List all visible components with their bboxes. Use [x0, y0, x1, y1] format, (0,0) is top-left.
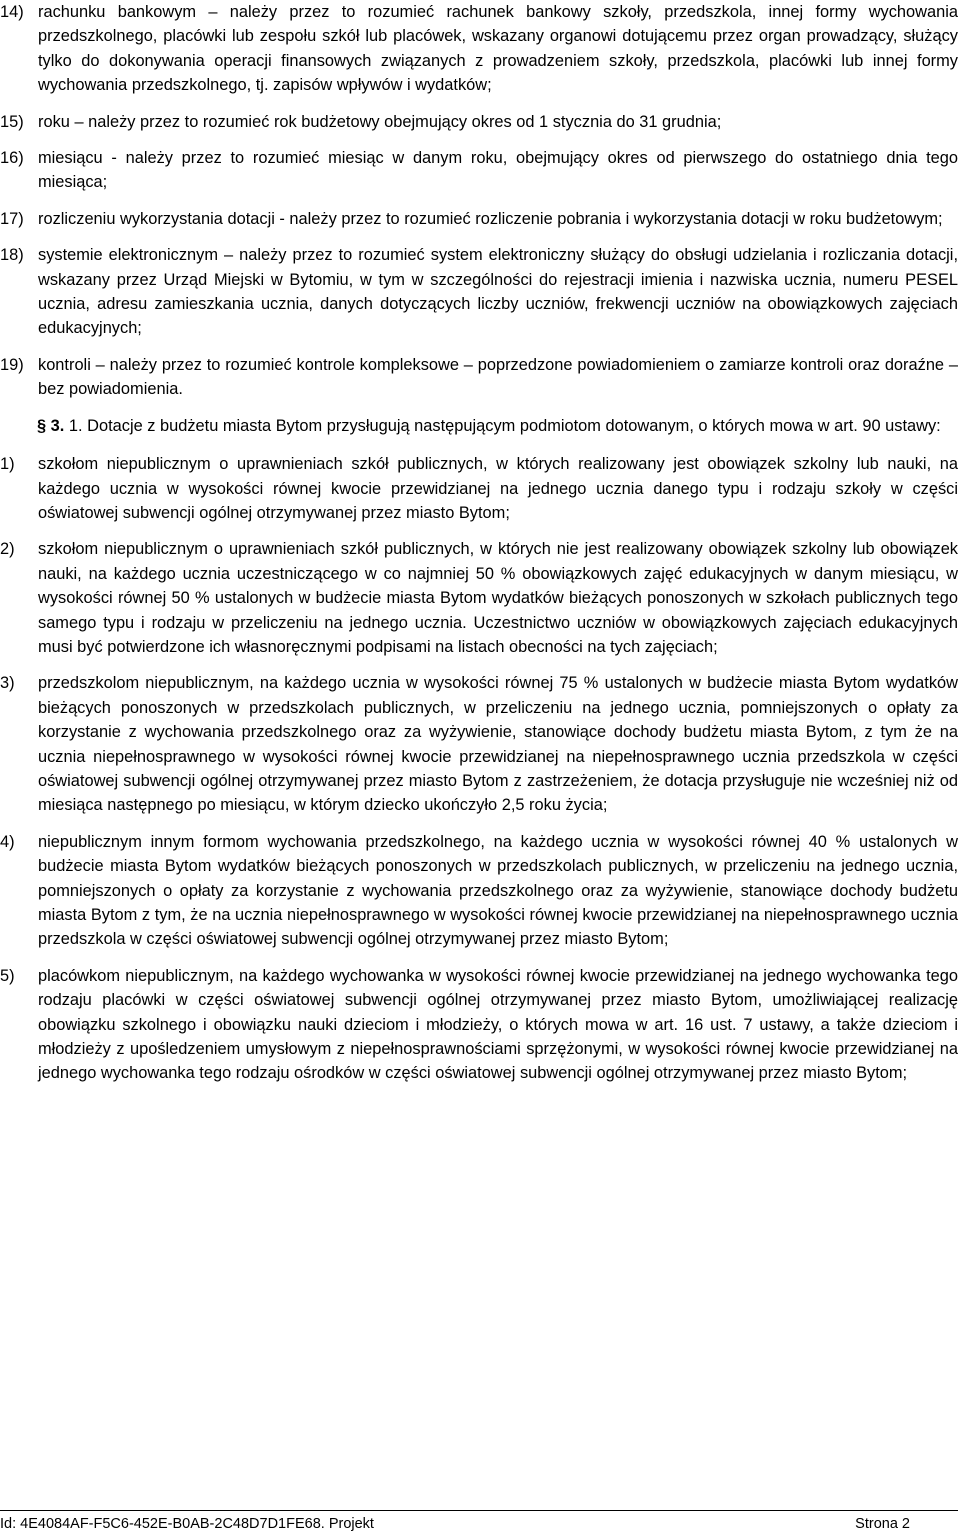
item-text: systemie elektronicznym – należy przez to rozumieć system elektroniczny służący do obsługi udzielania i rozliczania dotacji, wskazany przez Urząd Miejski w Bytomiu, w tym w szczególności do rejestracji imienia i nazwiska ucznia, numeru PESEL ucznia, adresu zamieszkania ucznia, danych dotyczących liczby uczniów, frekwencji uczniów na obowiązkowych zajęciach edukacyjnych; [38, 246, 958, 338]
subsidy-item-5 [0, 964, 958, 1086]
section-label: § 3. [37, 416, 65, 435]
item-text: placówkom niepublicznym, na każdego wychowanka w wysokości równej kwocie przewidzianej na jednego wychowanka tego rodzaju placówki w części oświatowej subwencji ogólnej otrzymywanej przez miasto Bytom, umożliwiającej realizację obowiązku szkolnego i obowiązku nauki dzieciom i młodzieży, o których mowa w art. 16 ust. 7 ustawy, a także dzieciom i młodzieży z upośledzeniem umysłowym z niepełnosprawnościami sprzężonymi, w wysokości równej kwocie przewidzianej na jednego wychowanka tego rodzaju ośrodków w części oświatowej subwencji ogólnej otrzymywanej przez miasto Bytom; [38, 966, 958, 1083]
item-text: szkołom niepublicznym o uprawnieniach szkół publicznych, w których realizowany jest obowiązek szkolny lub nauki, na każdego ucznia w wysokości równej kwocie przewidzianej na jednego ucznia danego typu i rodzaju szkoły w części oświatowej subwencji ogólnej otrzymywanej przez miasto Bytom; [38, 455, 958, 522]
item-number: 16) [0, 149, 24, 168]
item-number: 19) [0, 355, 24, 374]
page-number: Strona 2 [855, 1516, 910, 1532]
item-number: 2) [0, 540, 15, 559]
item-number: 17) [0, 209, 24, 228]
subsidy-item-1 [0, 452, 958, 525]
item-number: 1) [0, 455, 15, 474]
definition-item-18 [0, 243, 958, 341]
item-text: niepublicznym innym formom wychowania przedszkolnego, na każdego ucznia w wysokości równej 40 % ustalonych w budżecie miasta Bytom wydatków bieżących ponoszonych w przedszkolach publicznych, w przeliczeniu na jednego ucznia, pomniejszonych o opłaty za korzystanie z wychowania przedszkolnego oraz za wyżywienie, stanowiące dochody budżetu miasta Bytom z tym, że na ucznia niepełnosprawnego w wysokości równej kwocie przewidzianej na niepełnosprawnego ucznia przedszkola w części oświatowej subwencji ogólnej otrzymywanej przez miasto Bytom; [38, 832, 958, 949]
section-paragraph [0, 414, 958, 438]
item-text: szkołom niepublicznym o uprawnieniach szkół publicznych, w których nie jest realizowany obowiązek szkolny lub obowiązek nauki, na każdego ucznia uczestniczącego w co najmniej 50 % obowiązkowych zajęć edukacyjnych w danym miesiącu, w wysokości równej 50 % ustalonych w budżecie miasta Bytom wydatków bieżących ponoszonych w szkołach publicznych tego samego typu i rodzaju w przeliczeniu na jednego ucznia. Uczestnictwo uczniów w obowiązkowych zajęciach edukacyjnych musi być potwierdzone ich własnoręcznymi podpisami na listach obecności na tych zajęciach; [38, 540, 958, 656]
item-number: 5) [0, 966, 15, 985]
item-text: przedszkolom niepublicznym, na każdego ucznia w wysokości równej 75 % ustalonych w budżecie miasta Bytom wydatków bieżących ponoszonych w przedszkolach publicznych, w przeliczeniu na jednego ucznia, pomniejszonych o opłaty za korzystanie z wychowania przedszkolnego oraz za wyżywienie, stanowiące dochody budżetu miasta Bytom, z tym że na ucznia niepełnosprawnego w wysokości równej kwocie przewidzianej na niepełnosprawnego ucznia przedszkola w części oświatowej subwencji ogólnej otrzymywanej przez miasto Bytom z zastrzeżeniem, że dotacja przysługuje nie wcześniej niż od miesiąca następnego po miesiącu, w którym dziecko ukończyło 2,5 roku życia; [38, 674, 958, 815]
definition-item-14 [0, 0, 958, 98]
subsidy-item-4 [0, 830, 958, 952]
subsidy-item-2 [0, 537, 958, 659]
item-number: 15) [0, 112, 24, 131]
item-text: rozliczeniu wykorzystania dotacji - należy przez to rozumieć rozliczenie pobrania i wykorzystania dotacji w roku budżetowym; [38, 209, 943, 228]
document-id: Id: 4E4084AF-F5C6-452E-B0AB-2C48D7D1FE68. Projekt [0, 1516, 374, 1532]
item-text: kontroli – należy przez to rozumieć kontrole kompleksowe – poprzedzone powiadomieniem o zamiarze kontroli oraz doraźne – bez powiadomienia. [38, 355, 958, 399]
definition-item-17 [0, 207, 958, 231]
item-number: 14) [0, 3, 24, 21]
item-text: miesiącu - należy przez to rozumieć miesiąc w danym roku, obejmujący okres od pierwszego do ostatniego dnia tego miesiąca; [38, 149, 958, 192]
item-text: roku – należy przez to rozumieć rok budżetowy obejmujący okres od 1 stycznia do 31 grudnia; [38, 112, 722, 131]
item-text: rachunku bankowym – należy przez to rozumieć rachunek bankowy szkoły, przedszkola, innej formy wychowania przedszkolnego, placówki lub zespołu szkół lub placówek, wskazany organowi dotującemu przez organ prowadzący, służący tylko do dokonywania operacji finansowych związanych z prowadzeniem szkoły, przedszkola, placówki lub innej formy wychowania przedszkolnego, tj. zapisów wpływów i wydatków; [38, 3, 958, 95]
item-number: 4) [0, 832, 15, 851]
page-footer [0, 1510, 958, 1536]
definition-item-16 [0, 146, 958, 195]
item-number: 3) [0, 674, 15, 693]
definition-item-19 [0, 353, 958, 402]
item-number: 18) [0, 246, 24, 265]
section-text: 1. Dotacje z budżetu miasta Bytom przysługują następującym podmiotom dotowanym, o których mowa w art. 90 ustawy: [68, 416, 941, 435]
definition-item-15 [0, 110, 958, 134]
subsidy-item-3 [0, 671, 958, 817]
